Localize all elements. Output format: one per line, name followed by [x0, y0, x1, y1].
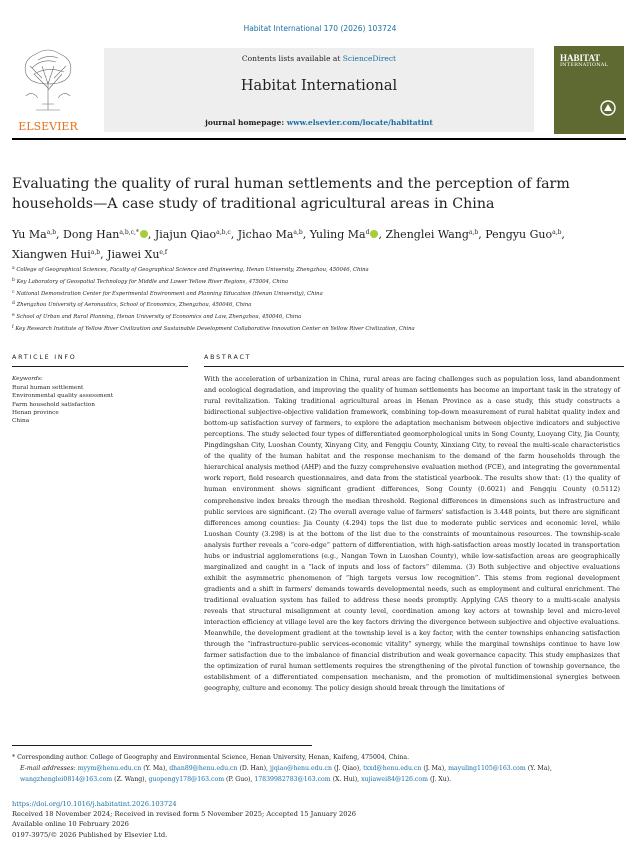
- email-link[interactable]: jjqiao@henu.edu.cn: [269, 764, 332, 772]
- affiliation-text: School of Urban and Rural Planning, Henan University of Economics and Law, Zhengzhou, 450046, China: [16, 314, 302, 321]
- affiliation-list: [12, 264, 622, 335]
- journal-cover-thumbnail[interactable]: [554, 46, 624, 134]
- author[interactable]: [310, 228, 379, 241]
- email-owner: (Z. Wang),: [114, 775, 149, 783]
- author[interactable]: [385, 228, 478, 241]
- author-separator: ,: [478, 228, 486, 241]
- journal-info-panel: [104, 48, 534, 132]
- affiliation: [12, 311, 622, 323]
- email-owner: (Y. Ma),: [527, 764, 552, 772]
- contents-line: [104, 54, 534, 63]
- author[interactable]: [107, 248, 167, 261]
- abstract-rule: [204, 366, 624, 367]
- author-name[interactable]: Yu Ma: [12, 228, 47, 241]
- elsevier-logo[interactable]: [12, 44, 84, 134]
- affiliation-label: e: [12, 313, 15, 319]
- author-separator: ,: [378, 228, 386, 241]
- keyword-list: [12, 384, 113, 425]
- journal-title: Habitat International: [240, 78, 398, 94]
- corresponding-author-note: [12, 753, 624, 764]
- author-affiliation-marker: a,b,c: [216, 229, 231, 236]
- abstract-text: With the acceleration of urbanization in China, rural areas are facing challenges such as population loss, land abandonment and ecological degradation, and improving the quality of human settlements has become an important task in the strategy of rural revitalization. Taking traditional agricultural areas in Henan Province as a case study, this study constructs a bidirectional subjective-objective validation framework, combining top-down measurement of rural habitat quality index and bottom-up satisfaction survey of farmers, to explore the adaptation mechanism between objective indicators and subjective perceptions. The study selected four types of differentiated geomorphological units in Song County, Luoyang City, Jia County, Pingdingshan City, Luoshan County, Xinyang City, and Fengqiu County, Xinxiang City, to reveal the multi-scale characteristics of the quality of the human habitat and the response mechanism to the demand of the farm households through the hierarchical analysis method (AHP) and the fuzzy comprehensive evaluation method (FCE), and integrating the governmental work report, field research questionnaires, and data from the statistical yearbook. The results show that: (1) the quality of human environment shows significant gradient differences, Song County (0.6021) and Fengqiu County (0.5112) comprehensive index breaks through the median threshold. Regional differences in dimensions such as infrastructure and public services are significant. (2) The overall average value of farmers' satisfaction is 3.448 points, but there are significant differences among counties: Jia County (4.294) tops the list due to moderate public services and economic level, while Luoshan County (3.298) is at the bottom of the list due to the constraints of mountainous resources. The township-scale analysis further reveals a “core-edge” pattern of differentiation, with high-satisfaction areas mostly located in transportation hubs or industrial agglomerations (e.g., Nangan Town in Luoshan County), while low-satisfaction areas are geographically marginalized and caught in a “lack of inputs and loss of factors” dilemma. (3) Both subjective and objective evaluations exhibit the asymmetric phenomenon of “high targets versus low recognition”. This stems from regional development gradients and a shift in farmers' demands towards developmental needs, such as employment and cultural enrichment. The traditional evaluation system has failed to address these needs promptly. Applying CAS theory to a multi-scale analysis reveals that structural misalignment at county level, coordination among key actors at township level and micro-level interaction efficiency at village level are the key factors driving the divergence between subjective and objective evaluations. Meanwhile, the development gradient at the township level is a key factor, with the center townships enhancing satisfaction through the “infrastructure-public services-economic vitality” synergy, while the marginal townships continue to have low farmer satisfaction due to the imbalance of financial distribution and weak governance capacity. This study emphasizes that the optimization of rural human settlements requires the strengthening of the pivotal function of township governance, the establishment of a differentiated compensation mechanism, and the promotion of multidimensional synergies between geography, culture and economy. The policy design should break through the limitations of: [204, 375, 620, 693]
- affiliation-text: College of Geographical Sciences, Faculty of Geographical Science and Engineering, Henan University, Zhengzhou, 450046, China: [16, 267, 369, 273]
- email-link[interactable]: myym@henu.edu.cn: [77, 764, 142, 772]
- author-separator: ,: [230, 228, 238, 241]
- email-link[interactable]: mayuling1105@163.com: [448, 764, 526, 772]
- email-link[interactable]: txxd@henu.edu.cn: [363, 764, 422, 772]
- email-link[interactable]: guopengy178@163.com: [148, 775, 225, 783]
- author[interactable]: [63, 228, 148, 241]
- email-link[interactable]: dhan89@henu.edu.cn: [169, 764, 238, 772]
- author-separator: ,: [561, 228, 565, 241]
- author-name[interactable]: Jiawei Xu: [107, 248, 160, 261]
- affiliation: [12, 323, 622, 335]
- available-online: Available online 10 February 2026: [12, 820, 129, 829]
- author-separator: ,: [100, 248, 108, 261]
- email-label: E-mail addresses:: [20, 764, 76, 772]
- email-owner: (J. Qiao),: [333, 764, 364, 772]
- contents-prefix: Contents lists available at: [241, 54, 343, 63]
- keyword[interactable]: China: [12, 418, 30, 425]
- author[interactable]: [485, 228, 561, 241]
- homepage-prefix: journal homepage:: [205, 118, 287, 127]
- email-owner: (J. Ma),: [423, 764, 449, 772]
- email-owner: (Y. Ma),: [143, 764, 170, 772]
- email-owner: (J. Xu).: [429, 775, 452, 783]
- author[interactable]: [12, 248, 100, 261]
- author-affiliation-marker: a,b,c,*: [119, 229, 139, 236]
- orcid-icon[interactable]: [140, 230, 148, 238]
- affiliation-label: c: [12, 289, 15, 295]
- affiliation: [12, 264, 622, 276]
- affiliation-label: b: [12, 277, 15, 283]
- asterisk-marker: *: [12, 754, 18, 761]
- author-list: [12, 224, 622, 264]
- email-owner: (X. Hui),: [332, 775, 362, 783]
- author-name[interactable]: Jiajun Qiao: [154, 228, 217, 241]
- email-link[interactable]: xujiawei84@126.com: [361, 775, 428, 783]
- cover-subtitle: INTERNATIONAL: [560, 62, 609, 68]
- email-link[interactable]: wangzhenglei0814@163.com: [20, 775, 113, 783]
- cover-emblem-icon: [600, 100, 616, 116]
- keywords-label: Keywords:: [12, 376, 43, 382]
- email-addresses: [12, 764, 624, 786]
- affiliation-label: f: [12, 324, 14, 330]
- sciencedirect-link[interactable]: ScienceDirect: [342, 54, 397, 63]
- journal-masthead: [12, 44, 626, 136]
- received-dates: Received 18 November 2024; Received in revised form 5 November 2025; Accepted 15 January 2026: [12, 810, 357, 819]
- author-affiliation-marker: d: [365, 229, 370, 236]
- author[interactable]: [12, 228, 56, 241]
- keyword[interactable]: Henan province: [12, 409, 59, 416]
- author-affiliation-marker: a,b: [468, 229, 479, 236]
- keyword[interactable]: Environmental quality assessment: [12, 393, 114, 400]
- author-name[interactable]: Zhenglei Wang: [385, 228, 469, 241]
- publication-info: [12, 799, 624, 840]
- author-separator: ,: [56, 228, 64, 241]
- email-owner: (P. Guo),: [226, 775, 255, 783]
- copyright-line: 0197-3975/© 2026 Published by Elsevier Ltd.: [12, 830, 168, 839]
- author-affiliation-marker: a,b: [90, 249, 101, 256]
- author-separator: ,: [302, 228, 310, 241]
- author-affiliation-marker: a,b: [293, 229, 303, 236]
- email-owner: (D. Han),: [239, 764, 270, 772]
- affiliation: [12, 299, 622, 311]
- author-affiliation-marker: a,b: [552, 229, 562, 236]
- affiliation-text: Key Laboratory of Geospatial Technology for Middle and Lower Yellow River Regions, 475004, China: [16, 278, 289, 285]
- homepage-link[interactable]: www.elsevier.com/locate/habitatint: [286, 118, 433, 127]
- affiliation-text: National Demonstration Center for Experimental Environment and Planning Education (Henan University), China: [16, 290, 323, 297]
- article-title: Evaluating the quality of rural human settlements and the perception of farm households—A case study of traditional agricultural areas in China: [12, 176, 570, 212]
- author-name[interactable]: Xiangwen Hui: [12, 248, 91, 261]
- masthead-rule: [12, 138, 626, 140]
- author-name[interactable]: Dong Han: [63, 228, 120, 241]
- journal-homepage: [104, 118, 534, 127]
- article-info-heading: ARTICLE INFO: [12, 354, 77, 361]
- author[interactable]: [155, 228, 231, 241]
- footnote-rule: [12, 745, 312, 746]
- article-info-rule: [12, 366, 188, 367]
- affiliation-label: d: [12, 301, 15, 307]
- author-affiliation-marker: e,f: [159, 249, 168, 256]
- journal-reference[interactable]: Habitat International 170 (2026) 103724: [243, 24, 397, 33]
- author-name[interactable]: Yuling Ma: [309, 228, 366, 241]
- keyword[interactable]: Farm household satisfaction: [12, 401, 96, 408]
- affiliation: [12, 288, 622, 300]
- affiliation-text: Key Research Institute of Yellow River Civilization and Sustainable Development Collaborative Innovation Center on Yellow River Civilization, China: [15, 325, 415, 332]
- affiliation-label: a: [12, 266, 15, 271]
- author-separator: ,: [147, 228, 155, 241]
- author-affiliation-marker: a,b: [46, 229, 57, 236]
- keyword[interactable]: Rural human settlement: [12, 385, 84, 391]
- affiliation: [12, 276, 622, 288]
- elsevier-tree-icon: [12, 44, 84, 134]
- affiliation-text: Zhengzhou University of Aeronautics, School of Economics, Zhengzhou, 450046, China: [16, 302, 252, 309]
- abstract-heading: ABSTRACT: [204, 354, 252, 361]
- elsevier-wordmark: ELSEVIER: [18, 120, 78, 133]
- author-name[interactable]: Pengyu Guo: [485, 228, 553, 241]
- email-link[interactable]: 17839982783@163.com: [254, 775, 331, 783]
- author[interactable]: [238, 228, 303, 241]
- corresponding-author-text: Corresponding author. College of Geography and Environmental Science, Henan University, Henan, Kaifeng, 475004, China.: [17, 754, 410, 761]
- footnote: [12, 753, 624, 785]
- author-name[interactable]: Jichao Ma: [237, 228, 294, 241]
- cover-title: HABITAT: [560, 53, 601, 63]
- doi-link[interactable]: https://doi.org/10.1016/j.habitatint.2026.103724: [12, 800, 177, 808]
